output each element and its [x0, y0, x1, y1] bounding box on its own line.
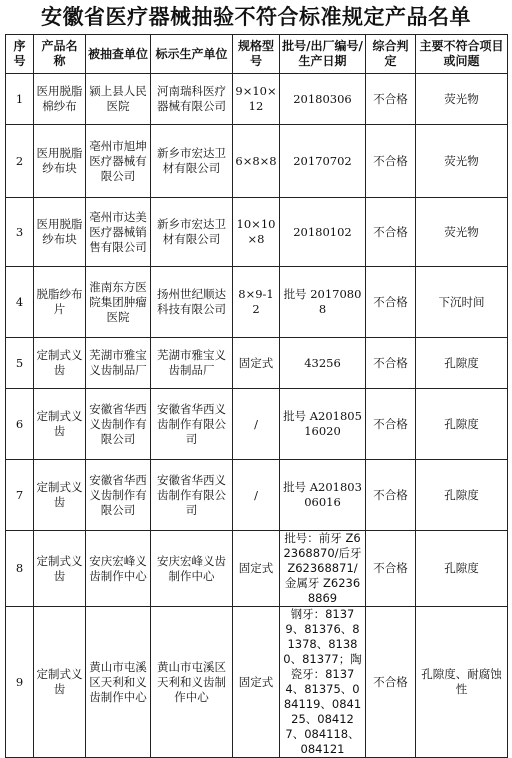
cell-verdict: 不合格 [366, 607, 416, 758]
cell-maker: 芜湖市雅宝义齿制品厂 [151, 338, 233, 389]
header-verdict: 综合判定 [366, 35, 416, 74]
cell-lot: 批号 A20180306016 [280, 460, 366, 531]
cell-product: 医用脱脂纱布块 [34, 198, 86, 267]
table-row [6, 389, 508, 460]
cell-no: 2 [6, 125, 34, 198]
cell-verdict: 不合格 [366, 338, 416, 389]
cell-sampled-unit: 亳州市达美医疗器械销售有限公司 [86, 198, 151, 267]
cell-verdict: 不合格 [366, 531, 416, 607]
cell-sampled-unit: 黄山市屯溪区天利和义齿制作中心 [86, 607, 151, 758]
cell-sampled-unit: 安庆宏峰义齿制作中心 [86, 531, 151, 607]
cell-lot: 钢牙：81379、81376、81378、81380、81377；陶瓷牙：81374、81375、084119、084125、084127、084118、084121 [280, 607, 366, 758]
cell-spec: 固定式 [233, 531, 280, 607]
cell-verdict: 不合格 [366, 267, 416, 338]
cell-issue: 荧光物 [416, 74, 508, 125]
cell-sampled-unit: 淮南东方医院集团肿瘤医院 [86, 267, 151, 338]
cell-spec: 固定式 [233, 338, 280, 389]
nonconforming-products-table [5, 34, 508, 758]
cell-spec: 6×8×8 [233, 125, 280, 198]
table-row [6, 531, 508, 607]
cell-no: 1 [6, 74, 34, 125]
table-row [6, 125, 508, 198]
cell-spec: 10×10×8 [233, 198, 280, 267]
cell-no: 9 [6, 607, 34, 758]
cell-maker: 河南瑞科医疗器械有限公司 [151, 74, 233, 125]
cell-lot: 20170702 [280, 125, 366, 198]
cell-sampled-unit: 亳州市旭坤医疗器械有限公司 [86, 125, 151, 198]
cell-lot: 批号：前牙 Z62368870/后牙 Z62368871/金属牙 Z62368869 [280, 531, 366, 607]
cell-no: 3 [6, 198, 34, 267]
header-lot: 批号/出厂编号/生产日期 [280, 35, 366, 74]
cell-maker: 扬州世纪顺达科技有限公司 [151, 267, 233, 338]
cell-product: 医用脱脂纱布块 [34, 125, 86, 198]
header-spec: 规格型号 [233, 35, 280, 74]
cell-product: 定制式义齿 [34, 531, 86, 607]
cell-product: 医用脱脂棉纱布 [34, 74, 86, 125]
cell-maker: 安徽省华西义齿制作有限公司 [151, 460, 233, 531]
header-sampled-unit: 被抽查单位 [86, 35, 151, 74]
cell-spec: / [233, 460, 280, 531]
table-row [6, 607, 508, 758]
cell-spec: 8×9-12 [233, 267, 280, 338]
table-row [6, 267, 508, 338]
table-row [6, 338, 508, 389]
cell-issue: 孔隙度 [416, 338, 508, 389]
cell-no: 4 [6, 267, 34, 338]
header-no: 序号 [6, 35, 34, 74]
cell-issue: 荧光物 [416, 198, 508, 267]
cell-no: 7 [6, 460, 34, 531]
cell-sampled-unit: 安徽省华西义齿制作有限公司 [86, 460, 151, 531]
cell-product: 定制式义齿 [34, 338, 86, 389]
cell-issue: 孔隙度 [416, 531, 508, 607]
cell-sampled-unit: 安徽省华西义齿制作有限公司 [86, 389, 151, 460]
cell-maker: 黄山市屯溪区天利和义齿制作中心 [151, 607, 233, 758]
cell-lot: 批号 A20180516020 [280, 389, 366, 460]
cell-spec: / [233, 389, 280, 460]
cell-sampled-unit: 颍上县人民医院 [86, 74, 151, 125]
cell-sampled-unit: 芜湖市雅宝义齿制品厂 [86, 338, 151, 389]
cell-verdict: 不合格 [366, 74, 416, 125]
cell-verdict: 不合格 [366, 389, 416, 460]
cell-issue: 孔隙度 [416, 460, 508, 531]
table-header-row [6, 35, 508, 74]
cell-lot: 20180102 [280, 198, 366, 267]
table-row [6, 74, 508, 125]
table-row [6, 198, 508, 267]
document-title: 安徽省医疗器械抽验不符合标准规定产品名单 [41, 5, 471, 29]
header-maker: 标示生产单位 [151, 35, 233, 74]
cell-issue: 孔隙度、耐腐蚀性 [416, 607, 508, 758]
cell-maker: 安庆宏峰义齿制作中心 [151, 531, 233, 607]
cell-lot: 43256 [280, 338, 366, 389]
cell-maker: 安徽省华西义齿制作有限公司 [151, 389, 233, 460]
cell-product: 定制式义齿 [34, 389, 86, 460]
cell-no: 5 [6, 338, 34, 389]
cell-verdict: 不合格 [366, 125, 416, 198]
cell-issue: 荧光物 [416, 125, 508, 198]
cell-product: 定制式义齿 [34, 460, 86, 531]
cell-maker: 新乡市宏达卫材有限公司 [151, 125, 233, 198]
cell-issue: 下沉时间 [416, 267, 508, 338]
cell-maker: 新乡市宏达卫材有限公司 [151, 198, 233, 267]
cell-verdict: 不合格 [366, 198, 416, 267]
cell-no: 8 [6, 531, 34, 607]
cell-lot: 20180306 [280, 74, 366, 125]
table-row [6, 460, 508, 531]
cell-lot: 批号 20170808 [280, 267, 366, 338]
header-product: 产品名称 [34, 35, 86, 74]
header-issue: 主要不符合项目或问题 [416, 35, 508, 74]
cell-product: 定制式义齿 [34, 607, 86, 758]
cell-spec: 固定式 [233, 607, 280, 758]
cell-product: 脱脂纱布片 [34, 267, 86, 338]
cell-issue: 孔隙度 [416, 389, 508, 460]
cell-no: 6 [6, 389, 34, 460]
cell-spec: 9×10×12 [233, 74, 280, 125]
cell-verdict: 不合格 [366, 460, 416, 531]
